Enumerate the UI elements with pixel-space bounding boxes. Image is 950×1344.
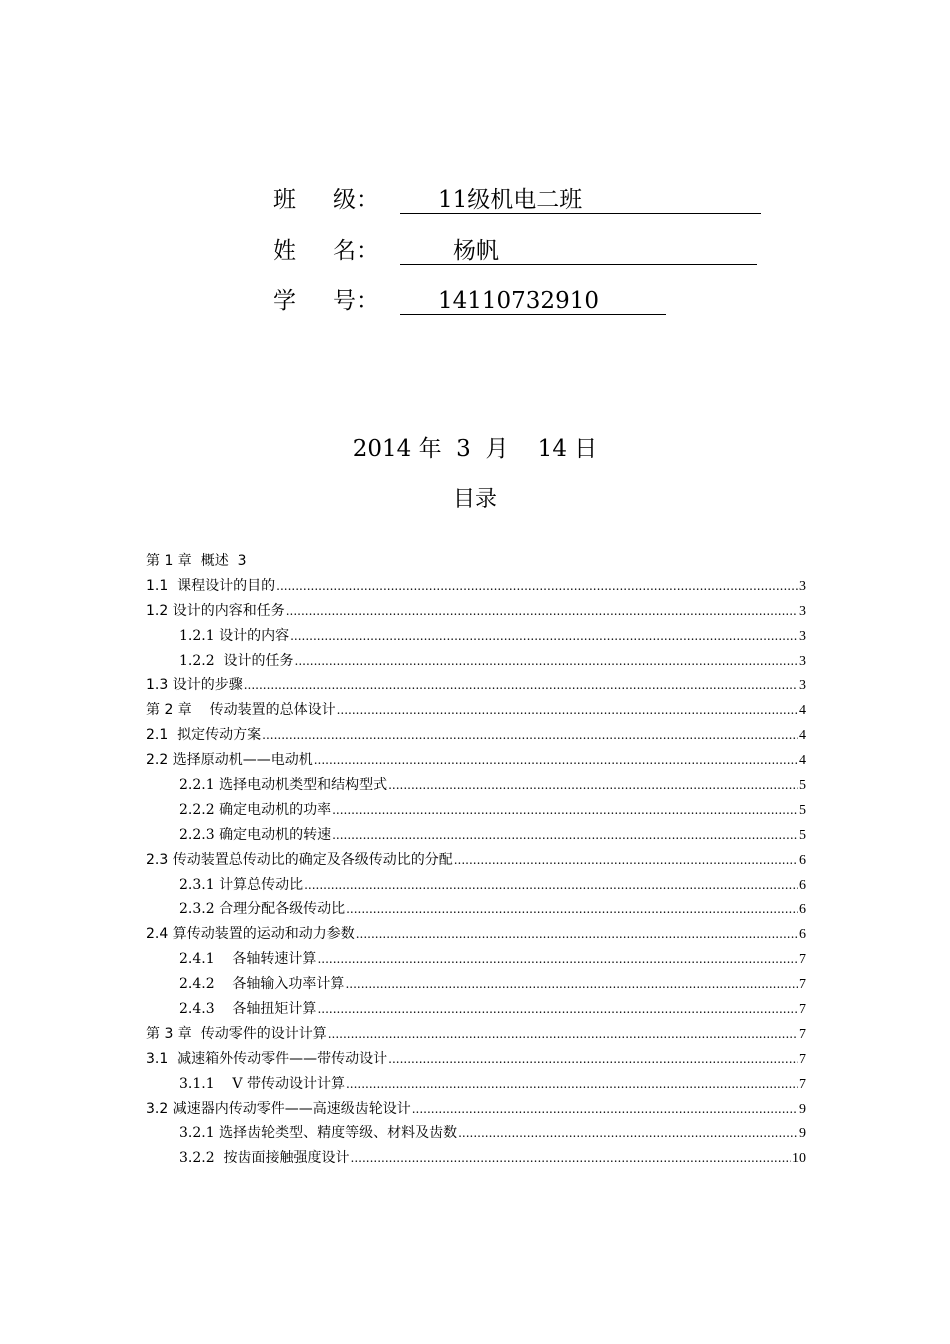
toc-page-number: 5 (799, 778, 806, 794)
toc-page-number: 3 (799, 603, 806, 619)
toc-entry-title: 1.3 设计的步骤 (146, 677, 243, 694)
toc-page-number: 7 (799, 977, 806, 993)
toc-entry-title: 第 3 章 传动零件的设计计算 (146, 1025, 327, 1042)
toc-leader-dots (286, 599, 798, 624)
toc-leader-dots (337, 698, 798, 723)
toc-entry-title: 1.2 设计的内容和任务 (146, 602, 285, 619)
toc-entry-title: 2.3.1 计算总传动比 (179, 876, 304, 893)
toc-entry-title: 3.2.2 按齿面接触强度设计 (179, 1150, 350, 1167)
toc-page-number: 4 (799, 703, 806, 719)
toc-entry[interactable] (146, 972, 806, 997)
toc-entry-title: 3.1.1 V 带传动设计计算 (179, 1075, 345, 1092)
toc-page-number: 9 (799, 1101, 806, 1117)
toc-entry[interactable] (146, 549, 806, 574)
toc-leader-dots (317, 947, 798, 972)
toc-entry[interactable] (146, 1047, 806, 1072)
toc-entry[interactable] (146, 1146, 806, 1171)
label-char: 班 (273, 187, 296, 213)
toc-entry[interactable] (146, 1072, 806, 1097)
toc-entry[interactable] (146, 848, 806, 873)
toc-page-number: 6 (799, 877, 806, 893)
toc-entry-title: 1.1 课程设计的目的 (146, 577, 276, 594)
table-of-contents (146, 549, 806, 1171)
toc-leader-dots (332, 823, 798, 848)
toc-entry[interactable] (146, 997, 806, 1022)
toc-leader-dots (304, 873, 798, 898)
toc-entry-title: 第 2 章 传动装置的总体设计 (146, 702, 336, 719)
toc-entry-title: 2.4.2 各轴输入功率计算 (179, 976, 345, 993)
toc-page-number: 7 (799, 1002, 806, 1018)
field-label (273, 185, 379, 215)
toc-entry-title: 2.4 算传动装置的运动和动力参数 (146, 926, 355, 943)
toc-entry-title: 3.1 减速箱外传动零件——带传动设计 (146, 1050, 388, 1067)
field-value-underline (400, 286, 666, 315)
toc-page-number: 6 (799, 902, 806, 918)
toc-leader-dots (290, 624, 798, 649)
toc-leader-dots (262, 723, 798, 748)
field-value-underline (400, 185, 761, 214)
toc-page-number: 3 (799, 678, 806, 694)
toc-leader-dots (276, 574, 798, 599)
toc-entry[interactable] (146, 897, 806, 922)
toc-leader-dots (295, 649, 798, 674)
toc-entry[interactable] (146, 947, 806, 972)
toc-page-number: 7 (799, 952, 806, 968)
toc-page-number: 4 (799, 728, 806, 744)
toc-page-number: 10 (792, 1151, 806, 1167)
toc-entry-title: 2.4.1 各轴转速计算 (179, 951, 317, 968)
student-id-value: 14110732910 (438, 288, 599, 314)
toc-entry[interactable] (146, 1097, 806, 1122)
toc-entry[interactable] (146, 873, 806, 898)
toc-leader-dots (345, 972, 798, 997)
toc-entry-title: 2.2 选择原动机——电动机 (146, 752, 313, 769)
toc-entry[interactable] (146, 748, 806, 773)
toc-page-number: 7 (799, 1026, 806, 1042)
toc-leader-dots (412, 1097, 798, 1122)
class-value: 11级机电二班 (438, 187, 583, 213)
field-label (273, 286, 379, 316)
toc-entry[interactable] (146, 574, 806, 599)
toc-page-number: 5 (799, 802, 806, 818)
toc-page-number: 9 (799, 1126, 806, 1142)
toc-entry-title: 1.2.1 设计的内容 (179, 627, 290, 644)
toc-entry[interactable] (146, 823, 806, 848)
toc-leader-dots (314, 748, 798, 773)
toc-leader-dots (346, 897, 798, 922)
toc-leader-dots (388, 1047, 798, 1072)
field-value-underline (400, 236, 757, 265)
toc-page-number: 6 (799, 852, 806, 868)
toc-entry[interactable] (146, 922, 806, 947)
toc-entry-title: 2.4.3 各轴扭矩计算 (179, 1001, 317, 1018)
toc-entry-title: 1.2.2 设计的任务 (179, 652, 294, 669)
toc-entry-title: 2.3.2 合理分配各级传动比 (179, 901, 346, 918)
toc-leader-dots (328, 1022, 798, 1047)
name-value: 杨帆 (453, 238, 499, 264)
toc-page-number: 7 (799, 1076, 806, 1092)
toc-entry[interactable] (146, 798, 806, 823)
toc-leader-dots (351, 1146, 791, 1171)
toc-entry-title: 2.1 拟定传动方案 (146, 727, 262, 744)
label-char: 级： (333, 187, 379, 213)
toc-leader-dots (346, 1072, 798, 1097)
toc-entry[interactable] (146, 698, 806, 723)
toc-entry-title: 2.3 传动装置总传动比的确定及各级传动比的分配 (146, 851, 453, 868)
toc-page-number: 3 (799, 653, 806, 669)
toc-entry[interactable] (146, 649, 806, 674)
toc-page-number: 4 (799, 753, 806, 769)
toc-entry[interactable] (146, 773, 806, 798)
toc-leader-dots (388, 773, 798, 798)
toc-entry-title: 3.2 减速器内传动零件——高速级齿轮设计 (146, 1100, 411, 1117)
toc-entry-title: 2.2.2 确定电动机的功率 (179, 801, 332, 818)
toc-entry-title: 3.2.1 选择齿轮类型、精度等级、材料及齿数 (179, 1125, 458, 1142)
label-char: 学 (273, 288, 296, 314)
toc-leader-dots (317, 997, 798, 1022)
label-char: 名： (333, 238, 379, 264)
toc-entry-title: 2.2.3 确定电动机的转速 (179, 826, 332, 843)
cover-date: 2014 年 3 月 14 日 (352, 436, 598, 462)
toc-entry[interactable] (146, 673, 806, 698)
toc-leader-dots (244, 673, 798, 698)
toc-entry[interactable] (146, 599, 806, 624)
toc-page-number: 6 (799, 927, 806, 943)
toc-entry[interactable] (146, 1022, 806, 1047)
toc-entry-title: 2.2.1 选择电动机类型和结构型式 (179, 777, 388, 794)
toc-leader-dots (458, 1121, 798, 1146)
toc-page-number: 3 (799, 578, 806, 594)
toc-entry[interactable] (146, 723, 806, 748)
toc-entry[interactable] (146, 624, 806, 649)
toc-leader-dots (454, 848, 798, 873)
label-char: 号： (333, 288, 379, 314)
toc-page-number: 7 (799, 1051, 806, 1067)
toc-entry-title: 第 1 章 概述 3 (146, 553, 247, 569)
toc-entry[interactable] (146, 1121, 806, 1146)
toc-leader-dots (332, 798, 798, 823)
toc-leader-dots (356, 922, 798, 947)
label-char: 姓 (273, 238, 296, 264)
toc-title: 目录 (452, 487, 497, 512)
field-label (273, 236, 379, 266)
toc-page-number: 5 (799, 827, 806, 843)
toc-page-number: 3 (799, 628, 806, 644)
